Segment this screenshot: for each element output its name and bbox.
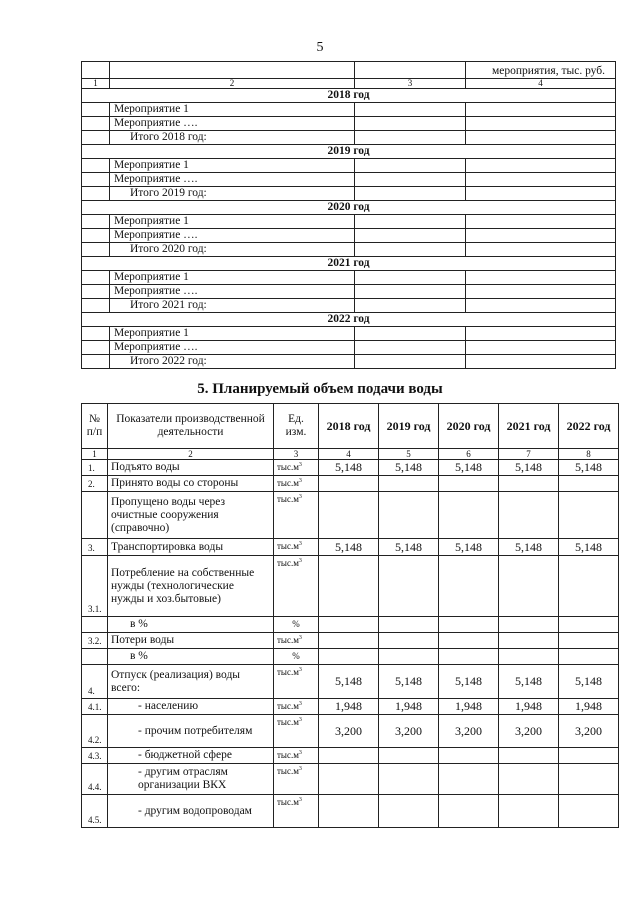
total-label: Итого 2019 год: bbox=[110, 187, 355, 201]
header-row bbox=[82, 62, 616, 79]
year-label: 2021 год bbox=[82, 257, 616, 271]
event-label: Мероприятие …. bbox=[110, 117, 355, 131]
row-value bbox=[319, 795, 379, 828]
row-value bbox=[559, 476, 619, 492]
col4-header: мероприятия, тыс. руб. bbox=[466, 62, 616, 79]
col-number: 8 bbox=[559, 449, 619, 460]
row-value bbox=[439, 764, 499, 795]
row-value bbox=[439, 795, 499, 828]
column-numbers-row bbox=[82, 79, 616, 89]
row-index: 2. bbox=[82, 476, 108, 492]
row-unit: $тыс.м^3$ bbox=[274, 539, 319, 556]
table-row bbox=[82, 748, 619, 764]
row-value: 3,200 bbox=[499, 715, 559, 748]
row-value bbox=[379, 795, 439, 828]
total-label: Итого 2018 год: bbox=[110, 131, 355, 145]
row-unit: $тыс.м^3$ bbox=[274, 764, 319, 795]
row-label: - другим водопроводам bbox=[108, 795, 274, 828]
year-label: 2022 год bbox=[82, 313, 616, 327]
row-label: Подъято воды bbox=[108, 460, 274, 476]
row-unit: $тыс.м^3$ bbox=[274, 795, 319, 828]
total-label: Итого 2021 год: bbox=[110, 299, 355, 313]
row-unit: $тыс.м^3$ bbox=[274, 476, 319, 492]
row-value bbox=[439, 649, 499, 665]
event-label: Мероприятие …. bbox=[110, 341, 355, 355]
page-number: 5 bbox=[316, 40, 324, 55]
row-index: 3. bbox=[82, 539, 108, 556]
row-value bbox=[499, 617, 559, 633]
event-label: Мероприятие …. bbox=[110, 173, 355, 187]
row-index: 3.1. bbox=[82, 556, 108, 617]
row-index: 4.4. bbox=[82, 764, 108, 795]
row-value bbox=[559, 617, 619, 633]
year-row bbox=[82, 145, 616, 159]
row-value bbox=[499, 492, 559, 539]
row-value bbox=[439, 617, 499, 633]
row-value: 1,948 bbox=[499, 699, 559, 715]
year-header: 2020 год bbox=[439, 404, 499, 449]
row-label: Потери воды bbox=[108, 633, 274, 649]
event-row bbox=[82, 341, 616, 355]
row-unit bbox=[274, 649, 319, 665]
row-label: в % bbox=[108, 617, 274, 633]
row-value: 5,148 bbox=[439, 665, 499, 699]
row-index: 4.3. bbox=[82, 748, 108, 764]
row-label: Принято воды со стороны bbox=[108, 476, 274, 492]
row-value bbox=[379, 633, 439, 649]
event-row bbox=[82, 285, 616, 299]
col-number: 3 bbox=[274, 449, 319, 460]
row-unit: $тыс.м^3$ bbox=[274, 492, 319, 539]
row-value bbox=[499, 764, 559, 795]
row-index bbox=[82, 492, 108, 539]
indicator-header: Показатели производственной деятельности bbox=[108, 404, 274, 449]
year-label: 2019 год bbox=[82, 145, 616, 159]
row-value: 3,200 bbox=[439, 715, 499, 748]
row-value: 5,148 bbox=[559, 460, 619, 476]
row-value bbox=[439, 556, 499, 617]
events-table bbox=[81, 61, 616, 369]
row-value: 5,148 bbox=[439, 460, 499, 476]
total-row bbox=[82, 187, 616, 201]
row-value: 3,200 bbox=[319, 715, 379, 748]
col-number: 5 bbox=[379, 449, 439, 460]
table-row bbox=[82, 699, 619, 715]
row-value: 5,148 bbox=[439, 539, 499, 556]
event-row bbox=[82, 327, 616, 341]
water-supply-table bbox=[81, 403, 619, 828]
total-row bbox=[82, 243, 616, 257]
row-value bbox=[499, 649, 559, 665]
row-index: 4. bbox=[82, 665, 108, 699]
row-value: 5,148 bbox=[499, 539, 559, 556]
row-value: 1,948 bbox=[379, 699, 439, 715]
col-number: 1 bbox=[82, 79, 110, 89]
row-value bbox=[559, 748, 619, 764]
table-row bbox=[82, 665, 619, 699]
table-row bbox=[82, 617, 619, 633]
event-row bbox=[82, 103, 616, 117]
table-row bbox=[82, 633, 619, 649]
event-row bbox=[82, 271, 616, 285]
row-value bbox=[319, 492, 379, 539]
event-row bbox=[82, 117, 616, 131]
col-number: 7 bbox=[499, 449, 559, 460]
table-row bbox=[82, 715, 619, 748]
col-number: 2 bbox=[108, 449, 274, 460]
row-value bbox=[499, 795, 559, 828]
row-value: 5,148 bbox=[319, 460, 379, 476]
table-row bbox=[82, 649, 619, 665]
row-label: Пропущено воды через очистные сооружения (справочно) bbox=[108, 492, 274, 539]
col-number: 3 bbox=[355, 79, 466, 89]
table-row bbox=[82, 460, 619, 476]
row-value: 1,948 bbox=[319, 699, 379, 715]
row-unit: $тыс.м^3$ bbox=[274, 665, 319, 699]
event-row bbox=[82, 159, 616, 173]
row-index bbox=[82, 649, 108, 665]
row-value bbox=[379, 617, 439, 633]
row-unit: $тыс.м^3$ bbox=[274, 556, 319, 617]
row-index: 4.2. bbox=[82, 715, 108, 748]
row-index: 1. bbox=[82, 460, 108, 476]
row-unit: $тыс.м^3$ bbox=[274, 699, 319, 715]
table-row bbox=[82, 556, 619, 617]
table-row bbox=[82, 476, 619, 492]
col-number: 2 bbox=[110, 79, 355, 89]
row-value bbox=[379, 649, 439, 665]
row-value bbox=[439, 492, 499, 539]
event-label: Мероприятие 1 bbox=[110, 327, 355, 341]
table-row bbox=[82, 764, 619, 795]
row-label: Потребление на собственные нужды (технологические нужды и хоз.бытовые) bbox=[108, 556, 274, 617]
row-value bbox=[499, 556, 559, 617]
year-header: 2021 год bbox=[499, 404, 559, 449]
row-value bbox=[379, 748, 439, 764]
row-value bbox=[559, 492, 619, 539]
total-row bbox=[82, 355, 616, 369]
col-number: 6 bbox=[439, 449, 499, 460]
year-header: 2018 год bbox=[319, 404, 379, 449]
event-label: Мероприятие …. bbox=[110, 285, 355, 299]
row-value bbox=[379, 476, 439, 492]
table-row bbox=[82, 539, 619, 556]
row-value bbox=[319, 633, 379, 649]
row-value: 5,148 bbox=[379, 460, 439, 476]
table-row bbox=[82, 492, 619, 539]
row-index: 4.5. bbox=[82, 795, 108, 828]
year-header: 2022 год bbox=[559, 404, 619, 449]
row-value: 5,148 bbox=[379, 665, 439, 699]
row-value bbox=[439, 748, 499, 764]
col-number: 4 bbox=[466, 79, 616, 89]
row-value bbox=[559, 649, 619, 665]
unit-header: Ед. изм. bbox=[274, 404, 319, 449]
event-label: Мероприятие …. bbox=[110, 229, 355, 243]
row-value: 3,200 bbox=[379, 715, 439, 748]
year-row bbox=[82, 201, 616, 215]
section-title: 5. Планируемый объем подачи воды bbox=[197, 381, 443, 397]
row-index: 4.1. bbox=[82, 699, 108, 715]
event-label: Мероприятие 1 bbox=[110, 103, 355, 117]
row-value: 5,148 bbox=[319, 539, 379, 556]
row-value bbox=[319, 649, 379, 665]
row-value: 5,148 bbox=[499, 665, 559, 699]
year-row bbox=[82, 257, 616, 271]
row-value bbox=[379, 492, 439, 539]
event-label: Мероприятие 1 bbox=[110, 215, 355, 229]
row-index: 3.2. bbox=[82, 633, 108, 649]
num-header: № п/п bbox=[82, 404, 108, 449]
row-value bbox=[559, 633, 619, 649]
total-row bbox=[82, 131, 616, 145]
row-label: - прочим потребителям bbox=[108, 715, 274, 748]
row-value: 3,200 bbox=[559, 715, 619, 748]
event-row bbox=[82, 173, 616, 187]
row-value bbox=[319, 476, 379, 492]
unit-text: % bbox=[292, 651, 300, 661]
row-unit bbox=[274, 617, 319, 633]
row-unit: $тыс.м^3$ bbox=[274, 715, 319, 748]
row-label: Отпуск (реализация) воды всего: bbox=[108, 665, 274, 699]
unit-text: % bbox=[292, 619, 300, 629]
total-label: Итого 2022 год: bbox=[110, 355, 355, 369]
total-row bbox=[82, 299, 616, 313]
row-value: 5,148 bbox=[499, 460, 559, 476]
row-value bbox=[379, 556, 439, 617]
event-row bbox=[82, 229, 616, 243]
year-header: 2019 год bbox=[379, 404, 439, 449]
year-row bbox=[82, 313, 616, 327]
row-value bbox=[439, 476, 499, 492]
row-unit: $тыс.м^3$ bbox=[274, 460, 319, 476]
header-row bbox=[82, 404, 619, 449]
row-unit: $тыс.м^3$ bbox=[274, 633, 319, 649]
row-value: 5,148 bbox=[559, 665, 619, 699]
row-label: в % bbox=[108, 649, 274, 665]
total-label: Итого 2020 год: bbox=[110, 243, 355, 257]
row-value bbox=[319, 617, 379, 633]
row-value bbox=[439, 633, 499, 649]
event-label: Мероприятие 1 bbox=[110, 271, 355, 285]
col-number: 1 bbox=[82, 449, 108, 460]
year-label: 2018 год bbox=[82, 89, 616, 103]
row-value bbox=[319, 556, 379, 617]
row-value bbox=[559, 795, 619, 828]
row-value: 5,148 bbox=[379, 539, 439, 556]
event-row bbox=[82, 215, 616, 229]
year-label: 2020 год bbox=[82, 201, 616, 215]
row-value: 1,948 bbox=[439, 699, 499, 715]
year-row bbox=[82, 89, 616, 103]
row-value: 5,148 bbox=[319, 665, 379, 699]
row-value bbox=[319, 748, 379, 764]
col-number: 4 bbox=[319, 449, 379, 460]
row-value bbox=[319, 764, 379, 795]
table-row bbox=[82, 795, 619, 828]
row-label: Транспортировка воды bbox=[108, 539, 274, 556]
row-value bbox=[379, 764, 439, 795]
event-label: Мероприятие 1 bbox=[110, 159, 355, 173]
row-unit: $тыс.м^3$ bbox=[274, 748, 319, 764]
row-value bbox=[559, 764, 619, 795]
column-numbers-row bbox=[82, 449, 619, 460]
row-label: - бюджетной сфере bbox=[108, 748, 274, 764]
row-value: 5,148 bbox=[559, 539, 619, 556]
row-value bbox=[499, 748, 559, 764]
row-value: 1,948 bbox=[559, 699, 619, 715]
row-index bbox=[82, 617, 108, 633]
row-label: - другим отраслям организации ВКХ bbox=[108, 764, 274, 795]
row-value bbox=[499, 633, 559, 649]
row-value bbox=[559, 556, 619, 617]
row-label: - населению bbox=[108, 699, 274, 715]
row-value bbox=[499, 476, 559, 492]
